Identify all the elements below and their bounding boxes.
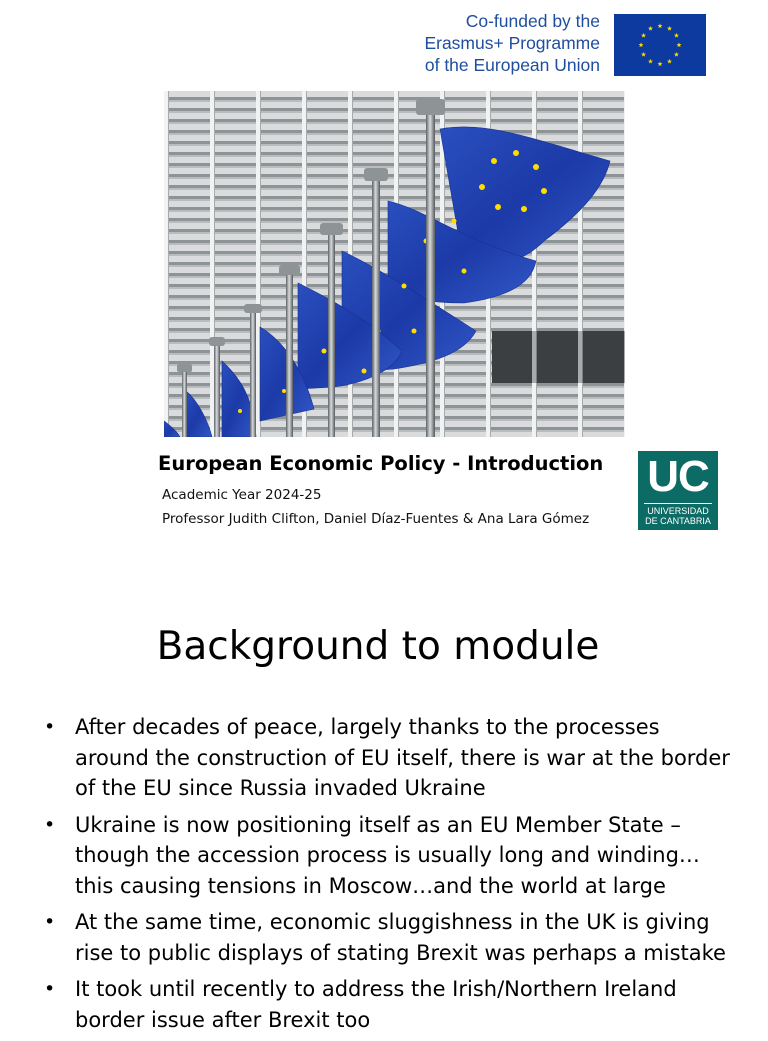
bullet-dot-icon: • (44, 813, 56, 836)
uc-logo-initials: UC (647, 452, 709, 501)
bullet-item (44, 810, 734, 902)
slide-heading: Background to module (156, 624, 600, 669)
uc-logo-line-1: UNIVERSIDAD (647, 506, 709, 516)
bullet-dot-icon: • (44, 716, 56, 738)
bullet-text: After decades of peace, largely thanks to the processes around the construction of EU itself, there is war at the border of the EU since Russia invaded Ukraine (75, 715, 730, 800)
uc-logo-line-2: DE CANTABRIA (645, 516, 711, 526)
uc-logo-divider (644, 503, 712, 504)
eu-flags-photo (164, 91, 625, 437)
erasmus-line-1: Co-funded by the (465, 11, 600, 31)
bullet-item (44, 974, 734, 1035)
bullet-dot-icon: • (44, 911, 56, 933)
erasmus-cofunding-text (380, 10, 600, 76)
academic-year: Academic Year 2024-25 (162, 487, 322, 503)
erasmus-line-2: Erasmus+ Programme (424, 33, 600, 53)
bullet-text: It took until recently to address the Irish/Northern Ireland border issue after Brexit too (75, 977, 677, 1032)
eu-flag-icon (614, 14, 706, 76)
bullet-item (44, 712, 734, 804)
bullet-text: Ukraine is now positioning itself as an EU Member State – though the accession process is usually long and winding…this causing tensions in Moscow…and the world at large (75, 812, 700, 898)
uc-logo (638, 451, 718, 530)
bullet-dot-icon: • (44, 978, 56, 1000)
course-authors: Professor Judith Clifton, Daniel Díaz-Fuentes & Ana Lara Gómez (162, 511, 590, 527)
course-title: European Economic Policy - Introduction (158, 452, 604, 475)
erasmus-line-3: of the European Union (424, 55, 600, 75)
bullet-text: At the same time, economic sluggishness in the UK is giving rise to public displays of stating Brexit was perhaps a mistake (75, 910, 726, 965)
bullet-list (44, 712, 734, 1041)
bullet-item (44, 907, 734, 968)
